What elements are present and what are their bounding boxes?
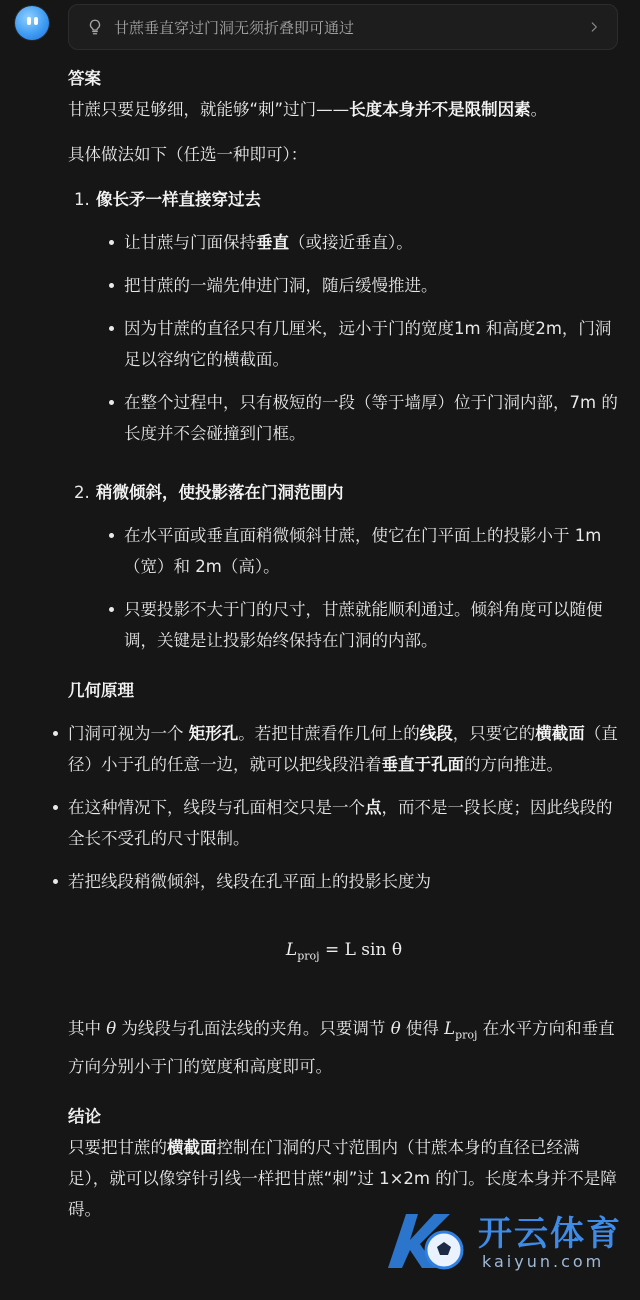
conclusion-text: 只要把甘蔗的横截面控制在门洞的尺寸范围内（甘蔗本身的直径已经满足），就可以像穿针引线一样把甘蔗“刺”过 1×2m 的门。长度本身并不是障碍。 (68, 1137, 617, 1219)
list-item: 把甘蔗的一端先伸进门洞，随后缓慢推进。 (96, 270, 620, 301)
list-item: 在整个过程中，只有极短的一段（等于墙厚）位于门洞内部，7m 的长度并不会碰撞到门框。 (96, 387, 620, 449)
list-item: 在水平面或垂直面稍微倾斜甘蔗，使它在门平面上的投影小于 1m（宽）和 2m（高）。 (96, 520, 620, 582)
method-title: 稍微倾斜 (96, 483, 162, 502)
watermark-domain: kaiyun.com (482, 1252, 605, 1271)
list-item: 让甘蔗与门面保持垂直（或接近垂直）。 (96, 227, 620, 258)
methods-intro: 具体做法如下（任选一种即可）： (68, 145, 308, 164)
watermark-brand: 开云体育 (478, 1214, 622, 1254)
avatar-eye-left (27, 17, 31, 25)
answer-text-end: 。 (530, 100, 548, 119)
method-number: 2. (74, 483, 90, 502)
projection-formula: $L_{proj} = L$ sin θ (285, 940, 403, 963)
assistant-avatar (15, 6, 49, 40)
answer-summary (68, 94, 620, 125)
conclusion-heading: 结论 (68, 1106, 101, 1126)
chevron-right-icon[interactable] (587, 20, 601, 34)
list-item: 在这种情况下，线段与孔面相交只是一个点，而不是一段长度；因此线段的全长不受孔的尺寸限制。 (40, 792, 620, 854)
lightbulb-icon (86, 18, 104, 36)
method-title-rest: ，使投影落在门洞范围内 (162, 483, 344, 502)
answer-heading: 答案 (68, 69, 101, 88)
list-item: 只要投影不大于门的尺寸，甘蔗就能顺利通过。倾斜角度可以随便调，关键是让投影始终保持在门洞的内部。 (96, 594, 620, 656)
answer-text: 甘蔗只要足够细，就能够“刺”过门—— (68, 100, 350, 119)
list-item: 门洞可视为一个 矩形孔。若把甘蔗看作几何上的线段，只要它的横截面（直径）小于孔的任意一边，就可以把线段沿着垂直于孔面的方向推进。 (40, 718, 620, 780)
reasoning-summary-bar[interactable] (68, 4, 618, 50)
list-item: 若把线段稍微倾斜，线段在孔平面上的投影长度为 (40, 866, 620, 897)
geometry-bullets (40, 718, 620, 897)
answer-content (68, 64, 620, 1225)
method-title: 像长矛一样直接穿过去 (96, 190, 261, 209)
method-item (68, 184, 620, 449)
list-item: 因为甘蔗的直径只有几厘米，远小于门的宽度1m 和高度2m，门洞足以容纳它的横截面。 (96, 313, 620, 375)
method-bullets (96, 520, 620, 656)
answer-emphasis: 长度本身并不是限制因素 (349, 100, 531, 119)
reasoning-summary-text: 甘蔗垂直穿过门洞无须折叠即可通过 (114, 18, 355, 37)
method-item (68, 477, 620, 656)
method-bullets (96, 227, 620, 449)
methods-list (68, 184, 620, 656)
avatar-eye-right (34, 17, 38, 25)
geometry-heading: 几何原理 (68, 681, 134, 700)
method-number: 1. (74, 190, 90, 209)
formula-explanation: 其中 θ 为线段与孔面法线的夹角。只要调节 θ 使得 $L_{proj}$ 在水平方向和垂直方向分别小于门的宽度和高度即可。 (68, 1019, 615, 1076)
